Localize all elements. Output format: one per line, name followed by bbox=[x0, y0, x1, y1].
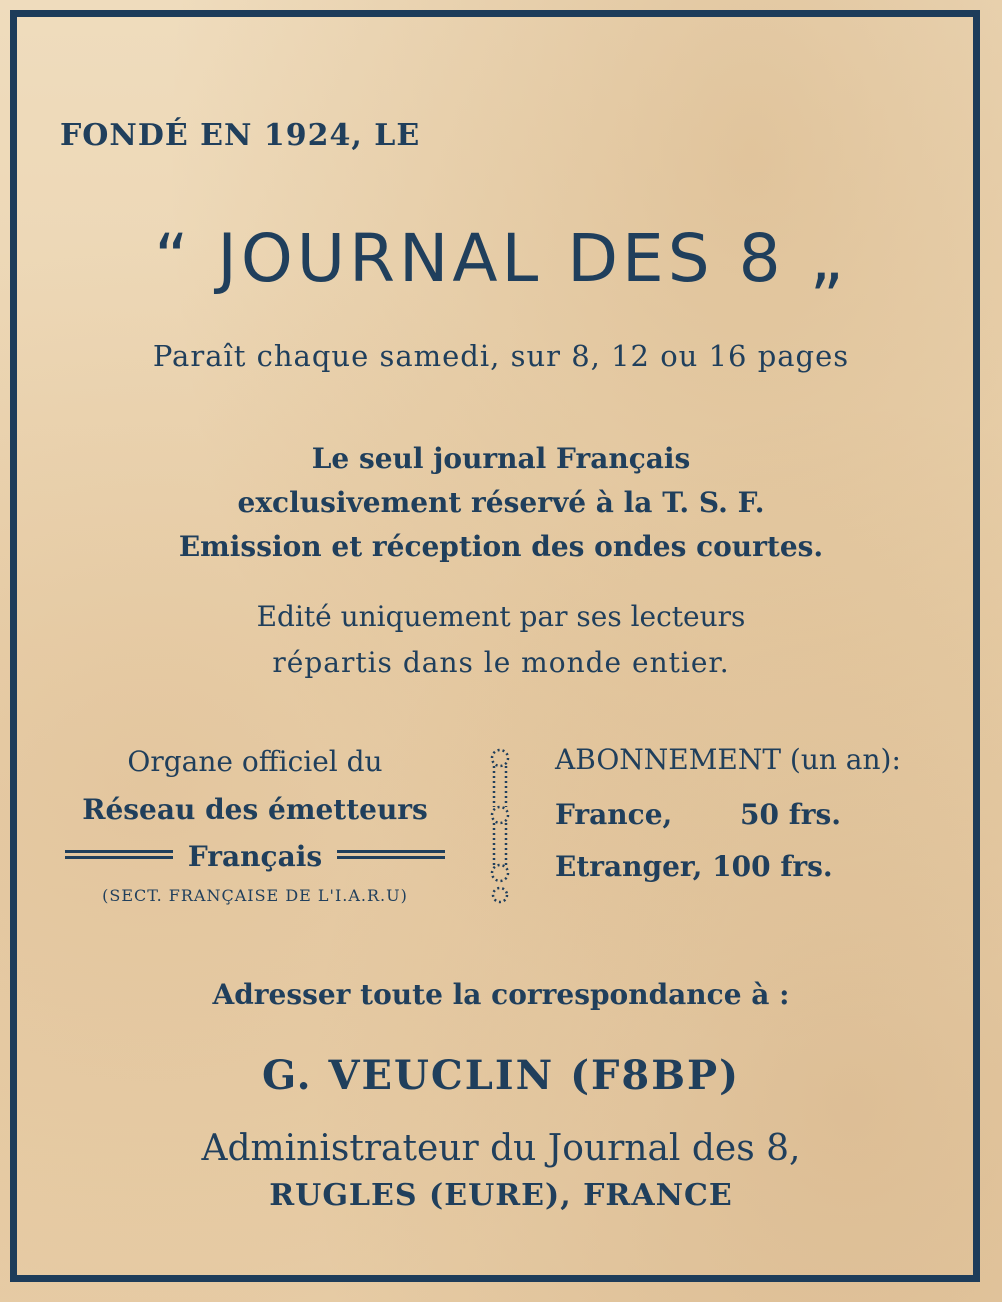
editorial-line-1: Edité uniquement par ses lecteurs bbox=[256, 600, 746, 633]
double-rule-right bbox=[337, 850, 445, 866]
description-line-2: exclusivement réservé à la T. S. F. bbox=[237, 486, 765, 519]
editorial-line-2: répartis dans le monde entier. bbox=[272, 646, 730, 679]
contact-role: Administrateur du Journal des 8, bbox=[201, 1128, 801, 1169]
journal-title: “ JOURNAL DES 8 „ bbox=[154, 220, 848, 297]
subscription-heading: ABONNEMENT (un an): bbox=[555, 743, 901, 776]
organ-line-3: Français bbox=[187, 840, 323, 873]
france-label: France, bbox=[555, 798, 673, 831]
publication-schedule: Paraît chaque samedi, sur 8, 12 ou 16 pages bbox=[152, 339, 850, 373]
organ-section-note: (SECT. FRANÇAISE DE L'I.A.R.U) bbox=[102, 886, 408, 905]
correspondence-intro: Adresser toute la correspondance à : bbox=[212, 978, 790, 1011]
contact-name: G. VEUCLIN (F8BP) bbox=[261, 1052, 741, 1099]
organ-line-2: Réseau des émetteurs bbox=[82, 793, 428, 826]
foreign-price: Etranger, 100 frs. bbox=[555, 850, 833, 883]
organ-line-1: Organe officiel du bbox=[127, 745, 383, 778]
description-line-1: Le seul journal Français bbox=[311, 442, 691, 475]
dotted-chain-separator bbox=[487, 745, 513, 910]
organ-line-3-row bbox=[60, 840, 450, 878]
contact-place: RUGLES (EURE), FRANCE bbox=[269, 1178, 733, 1213]
description-line-3: Emission et réception des ondes courtes. bbox=[178, 530, 824, 563]
founded-line: FONDÉ EN 1924, LE bbox=[60, 118, 421, 153]
france-price: 50 frs. bbox=[740, 798, 842, 831]
